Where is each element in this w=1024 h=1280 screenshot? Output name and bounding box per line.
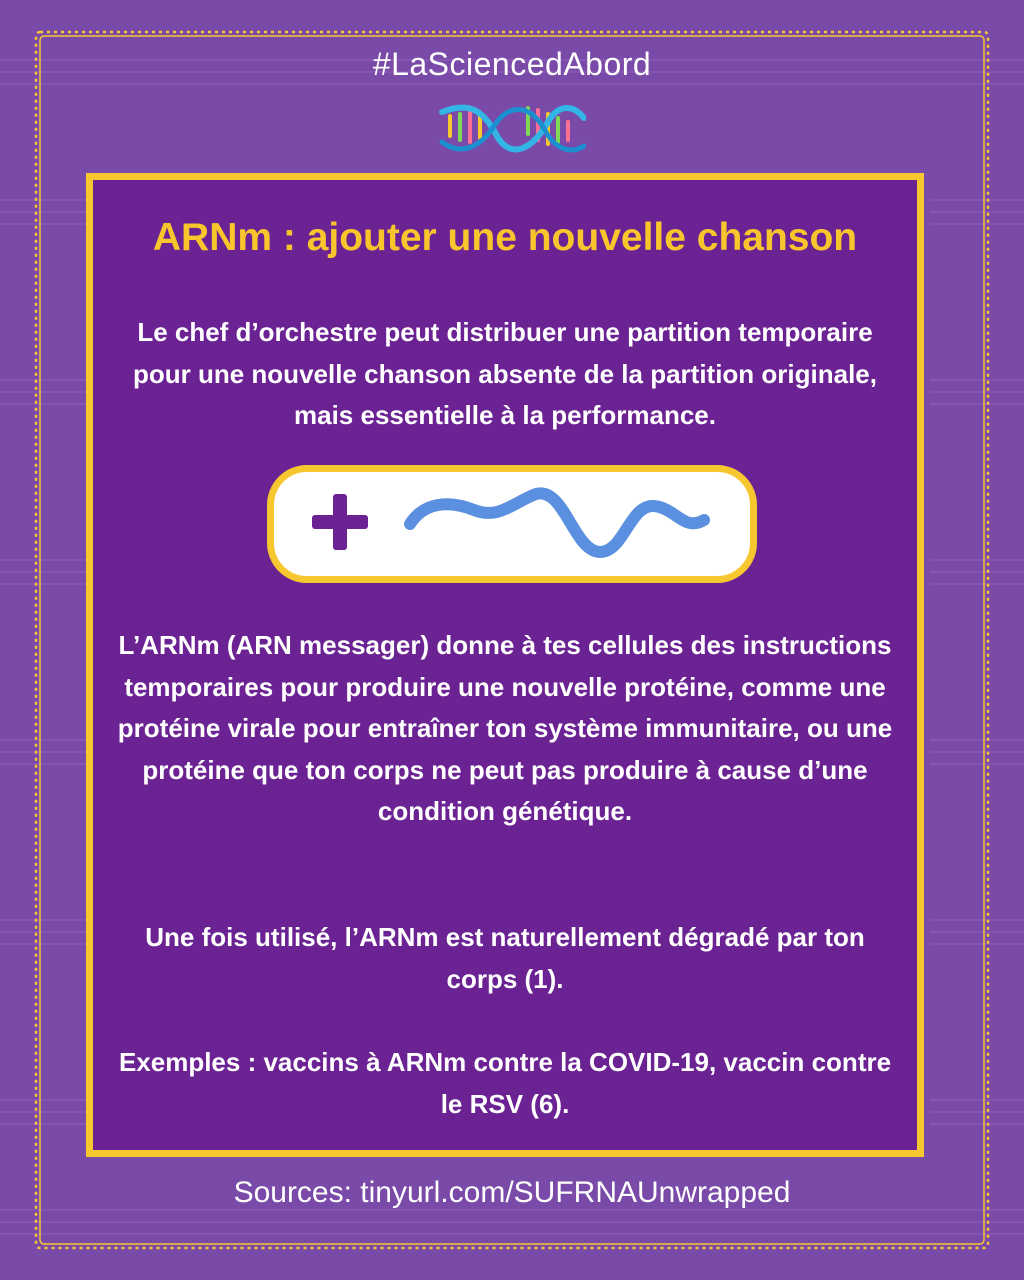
sources-link[interactable]: Sources: tinyurl.com/SUFRNAUnwrapped xyxy=(233,1176,791,1209)
content-panel xyxy=(86,173,924,1157)
explanation-paragraph: L’ARNm (ARN messager) donne à tes cellules des instructions temporaires pour produire une nouvelle protéine, comme une protéine virale pour entraîner ton système immunitaire, ou une protéine que ton corps ne peut pas produire à cause d’une condition génétique. xyxy=(117,630,893,826)
degradation-paragraph: Une fois utilisé, l’ARNm est naturellement dégradé par ton corps (1). xyxy=(145,922,865,994)
intro-paragraph: Le chef d’orchestre peut distribuer une partition temporaire pour une nouvelle chanson absente de la partition originale, mais essentielle à la performance. xyxy=(132,317,877,430)
rna-wave-icon xyxy=(410,493,704,552)
hashtag-title: #LaSciencedAbord xyxy=(372,46,652,82)
rna-helix-icon xyxy=(438,98,586,160)
examples-paragraph: Exemples : vaccins à ARNm contre la COVID-19, vaccin contre le RSV (6). xyxy=(118,1047,892,1119)
panel-title: ARNm : ajouter une nouvelle chanson xyxy=(152,216,858,259)
plus-icon xyxy=(312,494,368,550)
add-mrna-illustration xyxy=(267,465,757,583)
